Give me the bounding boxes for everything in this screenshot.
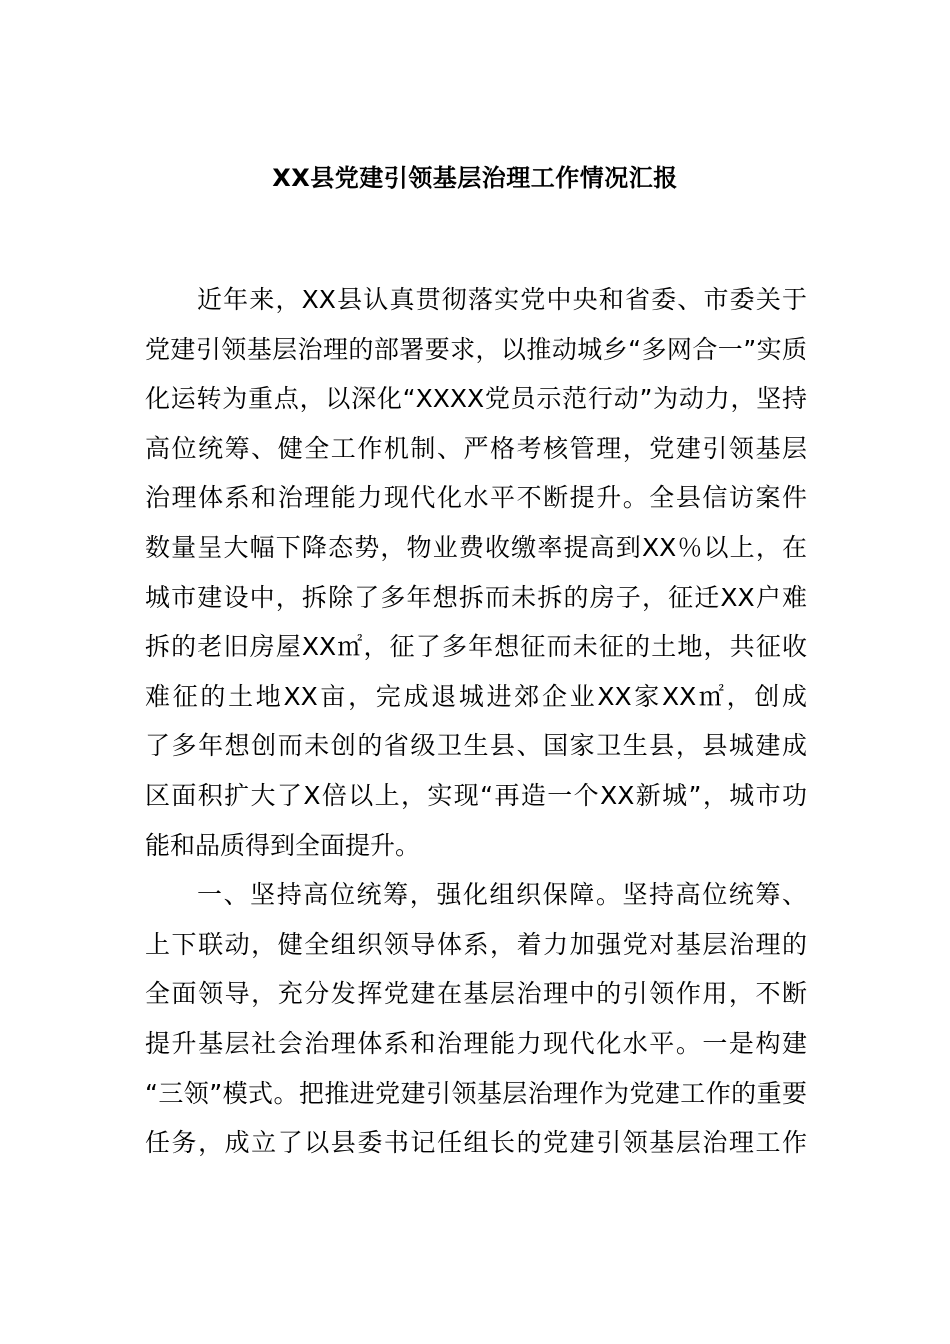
- document-body: [145, 275, 807, 1168]
- paragraph-line: “三领”模式。把推进党建引领基层治理作为党建工作的重要: [145, 1078, 807, 1108]
- paragraph-line: 数量呈大幅下降态势，物业费收缴率提高到XX％以上，在: [145, 532, 807, 562]
- paragraph-line: 难征的土地XX亩，完成退城进郊企业XX家XX㎡，创成: [145, 681, 807, 711]
- paragraph-line: 提升基层社会治理体系和治理能力现代化水平。一是构建: [145, 1028, 807, 1058]
- paragraph-line: 上下联动，健全组织领导体系，着力加强党对基层治理的: [145, 929, 807, 959]
- paragraph-line: 近年来，XX县认真贯彻落实党中央和省委、市委关于: [197, 285, 807, 314]
- paragraph-line: 区面积扩大了X倍以上，实现“再造一个XX新城”，城市功: [145, 780, 807, 810]
- paragraph-line: 治理体系和治理能力现代化水平不断提升。全县信访案件: [145, 483, 807, 513]
- paragraph-line: 城市建设中，拆除了多年想拆而未拆的房子，征迁XX户难: [145, 582, 807, 612]
- paragraph-line: 化运转为重点，以深化“XXXX党员示范行动”为动力，坚持: [145, 384, 807, 414]
- paragraph-line: 高位统筹、健全工作机制、严格考核管理，党建引领基层: [145, 433, 807, 463]
- paragraph-line: 了多年想创而未创的省级卫生县、国家卫生县，县城建成: [145, 731, 807, 761]
- paragraph-line: 能和品质得到全面提升。: [145, 830, 421, 860]
- paragraph-line: 任务，成立了以县委书记任组长的党建引领基层治理工作: [145, 1128, 807, 1158]
- document-title: XX县党建引领基层治理工作情况汇报: [272, 164, 678, 192]
- paragraph-line: 拆的老旧房屋XX㎡，征了多年想征而未征的土地，共征收: [145, 632, 807, 662]
- paragraph-line: 全面领导，充分发挥党建在基层治理中的引领作用，不断: [145, 979, 807, 1009]
- paragraph-line: 党建引领基层治理的部署要求，以推动城乡“多网合一”实质: [145, 334, 807, 364]
- paragraph-line: 一、坚持高位统筹，强化组织保障。坚持高位统筹、: [197, 880, 807, 910]
